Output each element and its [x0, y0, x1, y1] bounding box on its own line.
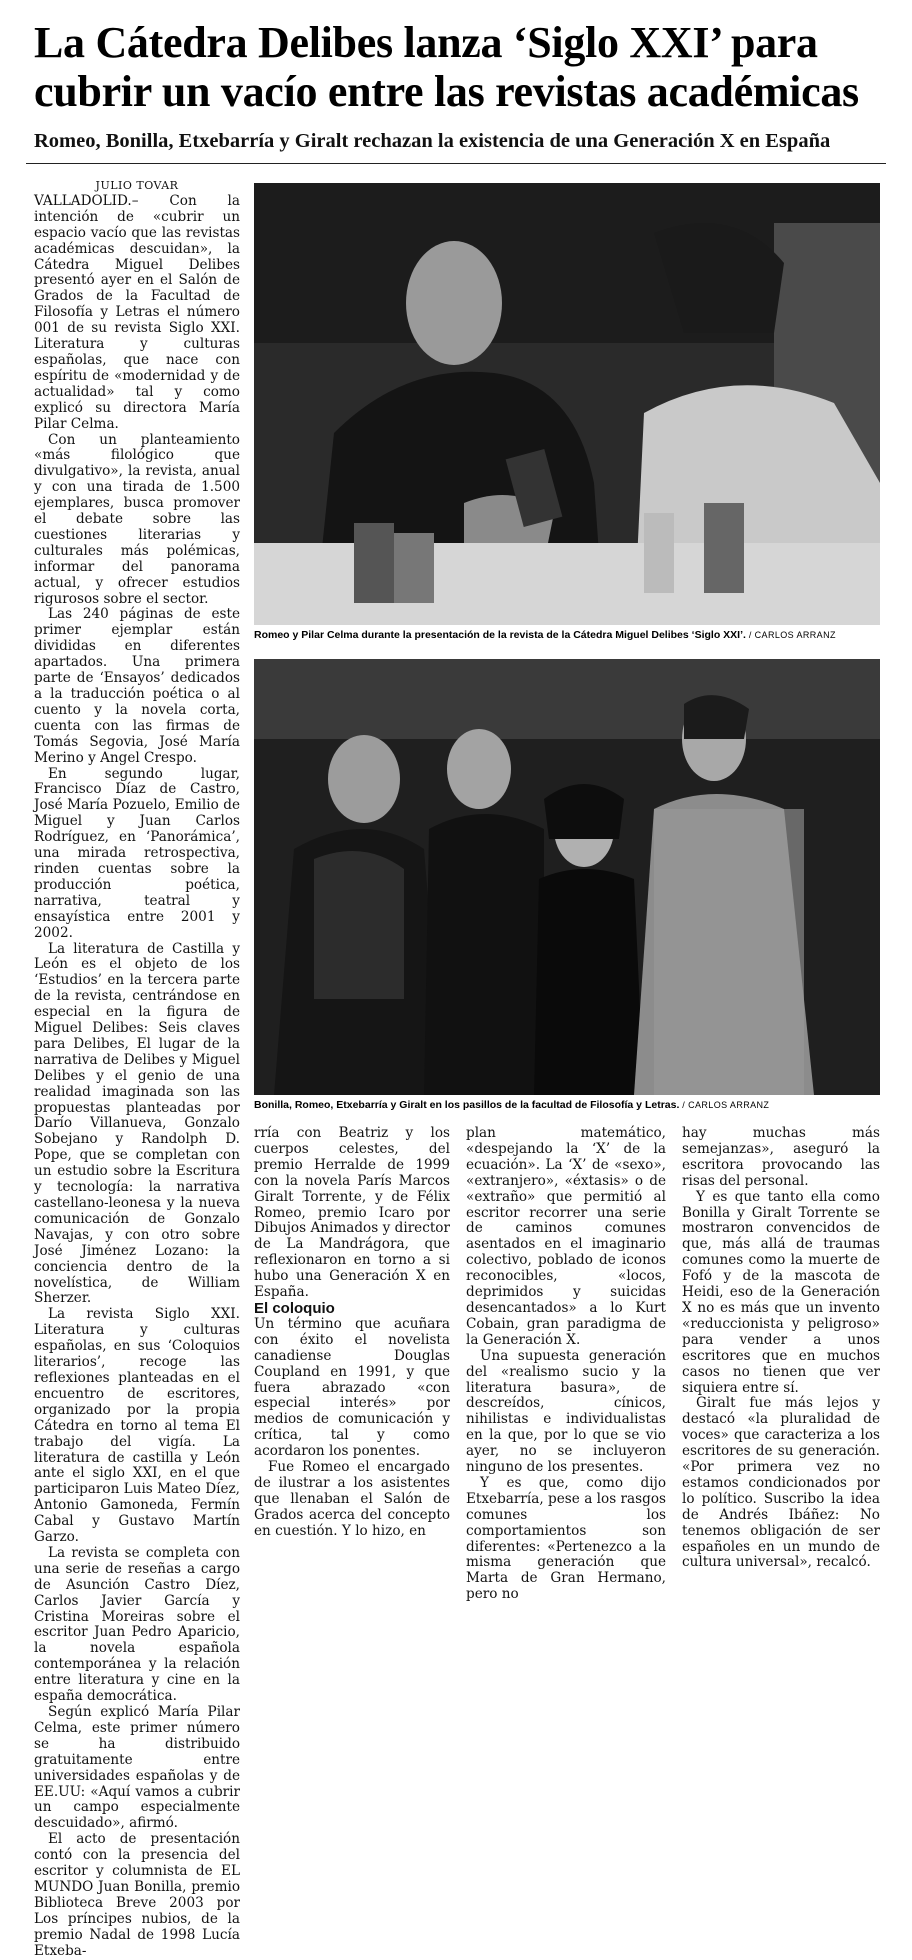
caption-text: Romeo y Pilar Celma durante la presentación de la revista de la Cátedra Miguel Delibes ‘Siglo XXI’.	[254, 629, 746, 641]
paragraph: La revista Siglo XXI. Literatura y culturas españolas, en sus ‘Coloquios literarios’, recoge las reflexiones planteadas en el encuentro de escritores, organizado por la propia Cátedra en torno al tema El trabajo del vigía. La literatura de castilla y León ante el siglo XXI, en el que participaron Luis Mateo Díez, Antonio Gamoneda, Fermín Cabal y Gustavo Martín Garzo.	[34, 1306, 240, 1546]
article-column-3	[466, 1125, 666, 1603]
paragraph: VALLADOLID.– Con la intención de «cubrir un espacio vacío que las revistas académicas descuidan», la Cátedra Miguel Delibes presentó ayer en el Salón de Grados de la Facultad de Filosofía y Letras el número 001 de su revista Siglo XXI. Literatura y culturas españolas, que nace con espíritu de «modernidad y de actualidad» tal y como explicó su directora María Pilar Celma.	[34, 192, 240, 432]
subhead-rule	[26, 163, 886, 164]
paragraph: rría con Beatriz y los cuerpos celestes, del premio Herralde de 1999 con la novela París Marcos Giralt Torrente, y de Félix Romeo, premio Icaro por Dibujos Animados y director de La Mandrágora, que reflexionaron en torno a si hubo una Generación X en España.	[254, 1125, 450, 1301]
paragraph: Un término que acuñara con éxito el novelista canadiense Douglas Coupland en 1991, y que fuera abrazado «con especial interés» por medios de comunicación y crítica, tal y como acordaron los ponentes.	[254, 1315, 450, 1460]
paragraph: Según explicó María Pilar Celma, este primer número se ha distribuido gratuitamente entre universidades españolas y de EE.UU: «Aquí vamos a cubrir un campo especialmente descuidado», afirmó.	[34, 1704, 240, 1832]
paragraph: Giralt fue más lejos y destacó «la pluralidad de voces» que caracteriza a los escritores de su generación. «Por primera vez no estamos condicionados por lo político. Suscribo la idea de Andrés Ibáñez: No tenemos obligación de ser españoles en un mundo de cultura universal», recalcó.	[682, 1395, 880, 1571]
photo-presentation-caption	[254, 629, 880, 642]
section-title: El coloquio	[254, 1299, 335, 1317]
paragraph: Y es que, como dijo Etxebarría, pese a los rasgos comunes los comportamientos son diferentes: «Pertenezco a la misma generación que Marta de Gran Hermano, pero no	[466, 1474, 666, 1603]
byline: JULIO TOVAR	[95, 179, 179, 192]
article-column-4	[682, 1125, 880, 1571]
article-column-1	[34, 178, 240, 1959]
paragraph: La revista se completa con una serie de reseñas a cargo de Asunción Castro Díez, Carlos Javier García y Cristina Moreiras sobre el escritor Juan Pedro Aparicio, la novela española contemporánea y la relación entre literatura y cine en la españa democrática.	[34, 1544, 240, 1705]
caption-text: Bonilla, Romeo, Etxebarría y Giralt en los pasillos de la facultad de Filosofía y Letras.	[254, 1099, 680, 1111]
article-column-2	[254, 1125, 450, 1539]
headline: La Cátedra Delibes lanza ‘Siglo XXI’ para cubrir un vacío entre las revistas académicas	[34, 18, 859, 116]
paragraph: Las 240 páginas de este primer ejemplar están divididas en diferentes apartados. Una primera parte de ‘Ensayos’ dedicados a la traducción poética o al cuento y la novela corta, cuenta con las firmas de Tomás Segovia, José María Merino y Angel Crespo.	[34, 606, 240, 766]
paragraph: La literatura de Castilla y León es el objeto de los ‘Estudios’ en la tercera parte de la revista, centrándose en especial en la figura de Miguel Delibes: Seis claves para Delibes, El lugar de la narrativa de Delibes y Miguel Delibes y el genio de una realidad imaginada son las propuestas planteadas por Darío Villanueva, Gonzalo Sobejano y Randolph D. Pope, que se completan con un estudio sobre la Escritura y tecnología: la narrativa castellano-leonesa y la nueva comunicación de Gonzalo Navajas, y con otro sobre José Jiménez Lozano: la conciencia dentro de la novelística, de William Sherzer.	[34, 940, 240, 1307]
photo-credit: / CARLOS ARRANZ	[682, 1100, 770, 1110]
paragraph: Fue Romeo el encargado de ilustrar a los asistentes que llenaban el Salón de Grados acerca del concepto en cuestión. Y lo hizo, en	[254, 1459, 450, 1539]
photo-writers-image	[254, 659, 880, 1095]
paragraph: En segundo lugar, Francisco Díaz de Castro, José María Pozuelo, Emilio de Miguel y Juan Carlos Rodríguez, en ‘Panorámica’, una mirada retrospectiva, rinden cuentas sobre la producción poética, narrativa, teatral y ensayística entre 2001 y 2002.	[34, 765, 240, 941]
paragraph: Una supuesta generación del «realismo sucio y la literatura basura», de descreídos, cínicos, nihilistas e individualistas en la que, por lo que se vio ayer, no se incluyeron ninguno de los presentes.	[466, 1347, 666, 1476]
paragraph: plan matemático, «despejando la ‘X’ de la ecuación». La ‘X’ de «sexo», «extranjero», «éxtasis» o de «extraño» que permitió al escritor recorrer una serie de caminos comunes asentados en el imaginario colectivo, poblado de iconos reconocibles, «locos, deprimidos y suicidas desencantados» a lo Kurt Cobain, gran paradigma de la Generación X.	[466, 1125, 666, 1348]
photo-writers	[254, 659, 880, 1095]
subheadline: Romeo, Bonilla, Etxebarría y Giralt rechazan la existencia de una Generación X en España	[34, 130, 831, 152]
paragraph: Con un planteamiento «más filológico que divulgativo», la revista, anual y con una tirada de 1.500 ejemplares, busca promover el debate sobre las cuestiones literarias y culturales más polémicas, informar del panorama actual, y ofrecer estudios rigurosos sobre el sector.	[34, 431, 240, 607]
photo-credit: / CARLOS ARRANZ	[748, 630, 836, 640]
paragraph: Y es que tanto ella como Bonilla y Giralt Torrente se mostraron convencidos de que, más allá de traumas comunes como la muerte de Fofó y de la mascota de Heidi, eso de la Generación X no es más que un invento «reduccionista y peligroso» para vender a unos escritores que en muchos casos no tienen que ver siquiera entre sí.	[682, 1188, 880, 1396]
paragraph: hay muchas más semejanzas», aseguró la escritora provocando las risas del personal.	[682, 1125, 880, 1189]
photo-presentation-image	[254, 183, 880, 625]
photo-presentation	[254, 183, 880, 625]
paragraph: El acto de presentación contó con la presencia del escritor y columnista de EL MUNDO Juan Bonilla, premio Biblioteca Breve 2003 por Los príncipes nubios, de la premio Nadal de 1998 Lucía Etxeba-	[34, 1831, 240, 1959]
photo-writers-caption	[254, 1099, 880, 1112]
